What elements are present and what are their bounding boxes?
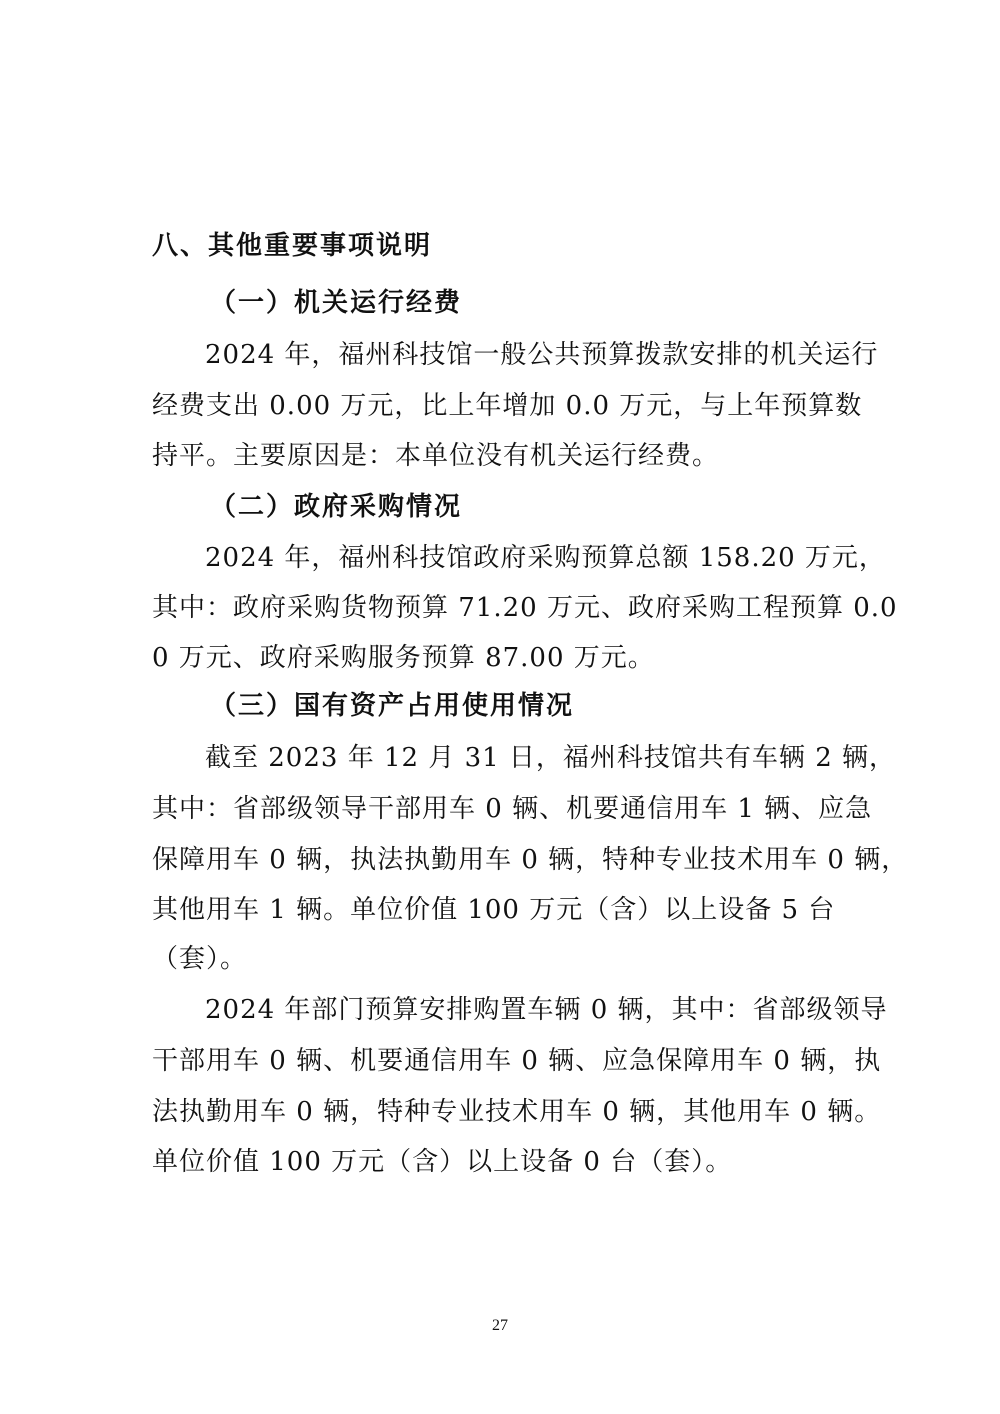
paragraph-line: 经费支出 0.00 万元，比上年增加 0.0 万元，与上年预算数 bbox=[152, 391, 863, 421]
subsection-title-operating-expenses: （一）机关运行经费 bbox=[210, 288, 463, 318]
paragraph-line: 法执勤用车 0 辆，特种专业技术用车 0 辆，其他用车 0 辆。 bbox=[152, 1097, 882, 1127]
paragraph-line: 持平。主要原因是：本单位没有机关运行经费。 bbox=[152, 441, 720, 471]
subsection-title-state-assets: （三）国有资产占用使用情况 bbox=[210, 691, 575, 721]
paragraph-line: 保障用车 0 辆，执法执勤用车 0 辆，特种专业技术用车 0 辆， bbox=[152, 845, 909, 875]
paragraph-line: 2024 年部门预算安排购置车辆 0 辆，其中：省部级领导 bbox=[205, 995, 888, 1025]
page-number: 27 bbox=[492, 1317, 508, 1334]
paragraph-line: 干部用车 0 辆、机要通信用车 0 辆、应急保障用车 0 辆，执 bbox=[152, 1046, 882, 1076]
paragraph-line: 其中：政府采购货物预算 71.20 万元、政府采购工程预算 0.0 bbox=[152, 593, 898, 623]
paragraph-line: 其他用车 1 辆。单位价值 100 万元（含）以上设备 5 台 bbox=[152, 895, 836, 925]
paragraph-line: 截至 2023 年 12 月 31 日，福州科技馆共有车辆 2 辆， bbox=[205, 743, 896, 773]
paragraph-line: 2024 年，福州科技馆政府采购预算总额 158.20 万元， bbox=[205, 543, 886, 573]
paragraph-line: 2024 年，福州科技馆一般公共预算拨款安排的机关运行 bbox=[205, 340, 879, 370]
paragraph-line: 其中：省部级领导干部用车 0 辆、机要通信用车 1 辆、应急 bbox=[152, 794, 873, 824]
section-heading: 八、其他重要事项说明 bbox=[152, 231, 433, 261]
subsection-title-procurement: （二）政府采购情况 bbox=[210, 492, 463, 522]
paragraph-line: 单位价值 100 万元（含）以上设备 0 台（套）。 bbox=[152, 1147, 733, 1177]
paragraph-line: 0 万元、政府采购服务预算 87.00 万元。 bbox=[152, 643, 655, 673]
paragraph-line: （套）。 bbox=[152, 944, 248, 974]
